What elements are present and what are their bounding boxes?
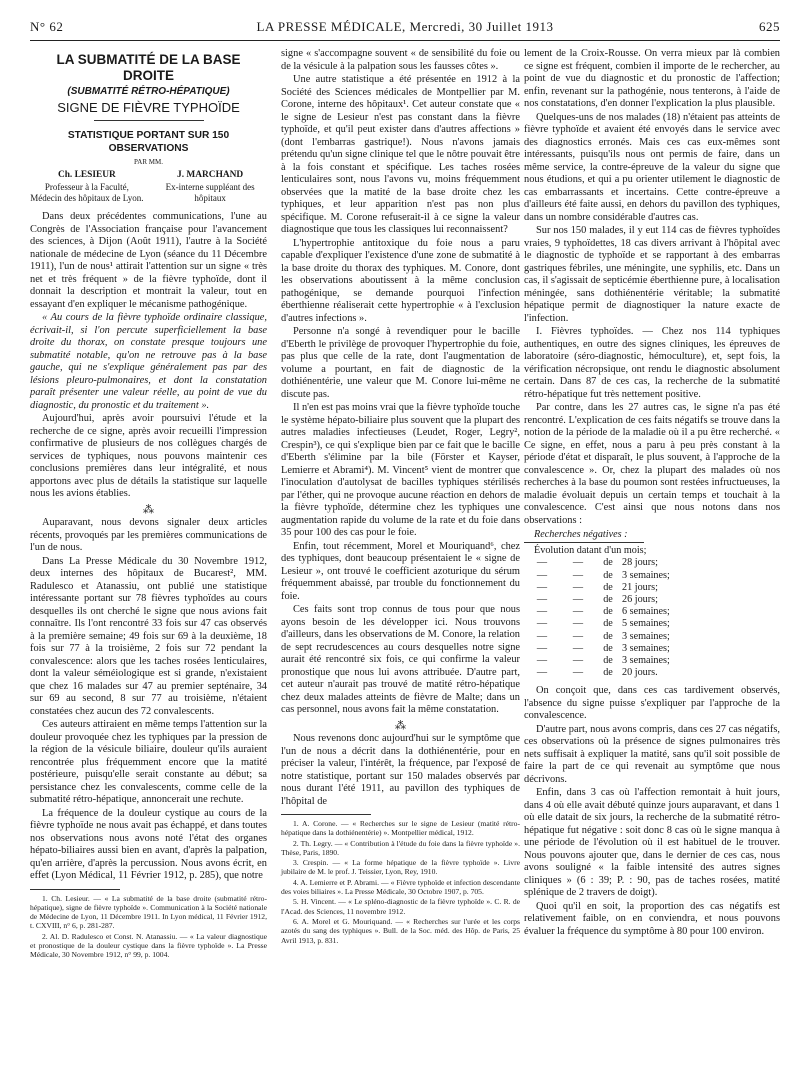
table-cell: —	[536, 667, 548, 679]
footnote: 2. Th. Legry. — « Contribution à l'étude du foie dans la fièvre typhoïde ». Thèse, Paris, 1890.	[281, 838, 520, 857]
paragraph: signe « s'accompagne souvent « de sensibilité du foie ou de la vésicule à la palpation sous les fausses côtes ».	[281, 48, 520, 72]
table-row	[524, 667, 780, 679]
author-2	[153, 170, 267, 204]
section-stars: ⁂	[143, 503, 154, 516]
table-cell: de	[603, 642, 613, 654]
table-cell: 28 jours;	[622, 557, 658, 569]
paragraph: Quelques-uns de nos malades (18) n'étaient pas atteints de fièvre typhoïde et avaient été envoyés dans le service avec des diagnostics erronés. Mais ces cas eux-mêmes sont intéressants, puisqu'ils nous ont permis de faire, dans un même service, la contre-épreuve de la valeur du signe que nous étudions, et qui a pu orienter utilement le diagnostic de cas embarrassants et incertains. Cette contre-épreuve a d'ailleurs été faite aussi, en dehors du pavillon des typhiques, dans un nombre considérable d'autres cas.	[524, 111, 780, 223]
table-row	[524, 618, 780, 630]
header-rule	[30, 40, 780, 41]
paragraph: Enfin, dans 3 cas où l'affection remontait à huit jours, dans 4 où elle avait débuté quinze jours auparavant, et dans 1 où elle datait de six jours, la recherche de la submatité rétro-hépatique fut négative : soit donc 8 cas où le signe manqua à une période de l'évolution où il est habituel de le trouver. Nous pouvons ajouter que, dans le dernier de ces cas, nous avons souligné « la faible intensité des autres signes cliniques » (6 : 39; P. : 90, pas de taches rosées, matité splénique de 2 travers de doigt).	[524, 787, 780, 899]
authors	[30, 170, 267, 204]
table-cell: —	[536, 618, 548, 630]
paragraph: Il n'en est pas moins vrai que la fièvre typhoïde touche le système hépato-biliaire plus souvent que la plupart des autres maladies infectieuses (Leudet, Roger, Legry², Crespin³), ce qui s'explique bien par ce fait que le bacille d'Eberth s'élimine par la bile (Förster et Kayser, Lemierre et Abrami⁴). M. Vincent⁵ vient de montrer que l'inoculation d'autolysat de bacilles typhiques stérilisés par l'éther, qui ne provoque aucune réaction en dehors de la fièvre typhoïde, détermine chez les typhiques une augmentation rapide du volume de la rate et du foie dans 35 pour 100 des cas pour le foie.	[281, 402, 520, 538]
table-row	[524, 631, 780, 643]
column-2	[281, 48, 520, 946]
paragraph: Quoi qu'il en soit, la proportion des cas négatifs est relativement faible, on en conviendra, et nous pouvons évaluer la fréquence du symptôme à 80 pour 100 environ.	[524, 900, 780, 937]
table-cell: 5 semaines;	[622, 618, 670, 630]
author-2-name: J. MARCHAND	[177, 169, 244, 180]
column-3	[524, 48, 780, 939]
footnote-rule	[30, 889, 120, 890]
paragraph: « Au cours de la fièvre typhoïde ordinaire classique, écrivait-il, si l'on percute superficiellement la base droite du thorax, on constate presque toujours une submatité notable, qu'on ne retrouve pas à la base gauche, qui ne s'explique généralement pas par des lésions pleuro-pulmonaires, et dont la constatation paraît présenter une valeur réelle, au point de vue du diagnostic, du pronostic et du traitement ».	[30, 312, 267, 411]
table-cell: de	[603, 557, 613, 569]
footnote: 6. A. Morel et G. Mouriquand. — « Recherches sur l'urée et les corps azotés du sang des typhiques ». Bull. de la Soc. méd. des Hôp. de Paris, 25 Avril 1913, p. 831.	[281, 916, 520, 945]
negative-results-table	[524, 529, 780, 679]
table-head: Évolution datant d'un mois;	[534, 545, 647, 557]
table-cell: 6 semaines;	[622, 606, 670, 618]
column-1	[30, 52, 267, 961]
author-1-name: Ch. LESIEUR	[57, 169, 116, 180]
table-row	[524, 606, 780, 618]
paragraph: lement de la Croix-Rousse. On verra mieux par là combien ce signe est fréquent, combien il importe de le rechercher, au point de vue du diagnostic et du pronostic de l'affection; enfin, revenant sur la pathogénie, nous tenterons, à l'aide de nos constatations, d'en donner l'explication la plus plausible.	[524, 48, 780, 109]
table-rule	[524, 542, 644, 543]
table-cell: 3 semaines;	[622, 630, 670, 642]
footnote: 5. H. Vincent. — « Le spléno-diagnostic de la fièvre typhoïde ». C. R. de l'Acad. des Sciences, 11 novembre 1912.	[281, 897, 520, 916]
paragraph: Dans La Presse Médicale du 30 Novembre 1912, deux internes des hôpitaux de Bucarest², MM. Radulesco et Atanassiu, ont publié une statistique intéressante portant sur 78 fièvres typhoïdes au cours desquelles ils ont cherché le signe que nous avions fait connaître. Ils l'ont rencontré 33 fois sur 47 cas observés à la première semaine; 49 fois sur 69 à la deuxième, 18 fois sur 77 à la troisième, 2 fois sur 72 pendant la convalescence: alors que les taches rosées lenticulaires, dont la valeur séméiologique est si grande, n'existaient que chez 16 malades sur 47 au premier septénaire, 34 sur 69 au second, 8 sur 77 au troisième, n'étaient constatées chez aucun des 72 convalescents.	[30, 555, 267, 717]
table-cell: de	[603, 630, 613, 642]
table-cell: de	[603, 667, 613, 679]
table-cell: —	[536, 606, 548, 618]
paragraph: Ces faits sont trop connus de tous pour que nous ayons besoin de les développer ici. Nous trouvons d'ailleurs, dans les observations de M. Conore, la relation de sept recrudescences au cours desquelles notre signe aurait été rencontré six fois, ce qui confirme la valeur pronostique que nous lui avons attribuée. D'autre part, cet auteur n'aurait pas trouvé de matité rétro-hépatique chez deux malades atteints de fièvre de Malte; dans un cas personnel, nous avons fait la même constatation.	[281, 604, 520, 715]
table-row	[524, 643, 780, 655]
table-cell: de	[603, 606, 613, 618]
table-cell: 26 jours;	[622, 594, 658, 606]
section-stars: ⁂	[395, 719, 406, 732]
table-cell: 21 jours;	[622, 581, 658, 593]
paragraph: I. Fièvres typhoïdes. — Chez nos 114 typhiques authentiques, en outre des signes cliniques, les épreuves de laboratoire (séro-diagnostic, hémoculture), et, sept fois, la vérification nécropsique, ont rendu le diagnostic absolument certain. Dans 87 de ces cas, la recherche de la submatité rétro-hépatique fut très nettement positive.	[524, 326, 780, 400]
table-cell: —	[572, 618, 584, 630]
author-2-desc: Ex-interne suppléant des hôpitaux	[165, 182, 255, 203]
table-cell: 3 semaines;	[622, 642, 670, 654]
paragraph: Enfin, tout récemment, Morel et Mouriquand⁶, chez des typhiques, dont beaucoup présentaient le « signe de Lesieur », ont trouvé le coefficient azoturique du sérum fréquemment abaissé, par trouble du fonctionnement du foie.	[281, 540, 520, 602]
footnote-rule	[281, 814, 371, 815]
table-cell: —	[572, 581, 584, 593]
table-title: Recherches négatives :	[534, 529, 628, 540]
table-rows	[524, 557, 780, 679]
author-1-desc: Professeur à la Faculté, Médecin des hôpitaux de Lyon.	[30, 182, 144, 203]
table-cell: —	[572, 655, 584, 667]
table-row	[524, 557, 780, 569]
table-row	[524, 582, 780, 594]
page-header	[30, 16, 780, 38]
paragraph: Par contre, dans les 27 autres cas, le signe n'a pas été rencontré. L'explication de ces faits négatifs se trouve dans la notion de la période de la maladie où il a pu être recherché. « Ce signe, en effet, nous a paru à peu près constant à la période d'état et disparaît, le plus souvent, à l'approche de la convalescence ». Or, chez la plupart des malades où nos recherches à la base du poumon sont restées infructueuses, la maladie évoluait depuis un certain temps et touchait à la convalescence. C'est ainsi que nous notons dans nos observations :	[524, 402, 780, 526]
table-row	[524, 570, 780, 582]
footnote: 2. Al. D. Radulesco et Const. N. Atanassiu. — « La valeur diagnostique et pronostique de la douleur cystique dans la fièvre typhoïde ». La Presse Médicale, 30 Novembre 1912, n° 99, p. 1004.	[30, 931, 267, 960]
article-subtitle: (SUBMATITÉ RÉTRO-HÉPATIQUE)	[67, 86, 230, 97]
statistics-heading: STATISTIQUE PORTANT SUR 150 OBSERVATIONS	[67, 130, 230, 154]
author-1	[30, 170, 144, 204]
table-cell: 3 semaines;	[622, 569, 670, 581]
paragraph: D'autre part, nous avons compris, dans ces 27 cas négatifs, ces observations où la présence de signes pulmonaires très nets suffisait à expliquer la matité, sans qu'il soit possible de faire la part de ce qui revenait au symptôme que nous décrivons.	[524, 723, 780, 785]
table-cell: —	[572, 630, 584, 642]
table-cell: 20 jours.	[622, 667, 658, 679]
table-cell: —	[536, 569, 548, 581]
paragraph: Auparavant, nous devons signaler deux articles récents, provoqués par les premières communications de l'un de nous.	[30, 517, 267, 553]
paragraph: Nous revenons donc aujourd'hui sur le symptôme que l'un de nous a décrit dans la dothiénentérie, pour en préciser la valeur, l'intérêt, la fréquence, par l'exposé de notre statistique, portant sur 150 malades observés par nous durant l'été 1911, au pavillon des typhiques de l'hôpital de	[281, 733, 520, 807]
table-cell: —	[536, 594, 548, 606]
paragraph: Personne n'a songé à revendiquer pour le bacille d'Eberth le privilège de provoquer l'hypertrophie du foie, pas plus que celle de la rate, dont l'augmentation de volume a pourtant, en fait de diagnostic de la dothiénentérie, une valeur que M. Conore lui-même ne discute pas.	[281, 326, 520, 400]
paragraph: Dans deux précédentes communications, l'une au Congrès de l'Association française pour l'avancement des sciences, à Dijon (Août 1911), l'autre à la Société nationale de médecine de Lyon (séance du 11 Décembre 1911), l'un de nous¹ attirait l'attention sur un signe « très net et très fréquent » de la fièvre typhoïde, dont il donnait la description et montrait la valeur, tout en essayant d'en expliquer le mécanisme pathogénique.	[30, 211, 267, 310]
masthead: LA PRESSE MÉDICALE, Mercredi, 30 Juillet 1913	[256, 19, 554, 34]
table-cell: —	[536, 630, 548, 642]
table-cell: —	[572, 606, 584, 618]
article-title: LA SUBMATITÉ DE LA BASE DROITE	[56, 52, 241, 83]
footnote: 1. Ch. Lesieur. — « La submatité de la base droite (submatité rétro-hépatique), signe de fièvre typhoïde ». Communication à la Société nationale de Médecine de Lyon, 11 Décembre 1911. In Lyon médical, 11 Février 1912, t. CXVIII, n° 6, p. 281-287.	[30, 893, 267, 931]
table-cell: de	[603, 655, 613, 667]
table-row	[524, 655, 780, 667]
table-cell: —	[572, 569, 584, 581]
footnote: 4. A. Lemierre et P. Abrami. — « Fièvre typhoïde et infection descendante des voies biliaires ». La Presse Médicale, 30 Octobre 1907, p. 705.	[281, 877, 520, 897]
table-cell: de	[603, 618, 613, 630]
footnote: 3. Crespin. — « La forme hépatique de la fièvre typhoïde ». Livre jubilaire de M. le prof. J. Teissier, Lyon, Rey, 1910.	[281, 858, 520, 877]
table-cell: de	[603, 594, 613, 606]
paragraph: Aujourd'hui, après avoir poursuivi l'étude et la recherche de ce signe, après avoir recueilli l'impression confirmative de plusieurs de nos collègues chargés de services de typhiques, nous pouvons maintenir ces conclusions premières dans leur intégralité, et nous apportons avec plus de détails la statistique sur laquelle nous les avions établies.	[30, 413, 267, 499]
issue-number: N° 62	[30, 19, 64, 34]
table-cell: —	[536, 655, 548, 667]
paragraph: La fréquence de la douleur cystique au cours de la fièvre typhoïde ne nous avait pas échappé, et dans toutes nos observations nous avons noté l'état des organes hépato-biliaires aussi bien en avant, d'après la palpation, qu'en arrière, d'après la percussion. Nous avons écrit, en effet (Lyon Médical, 11 Février 1912, p. 285), que notre	[30, 807, 267, 881]
table-cell: —	[536, 557, 548, 569]
table-cell: —	[572, 557, 584, 569]
table-cell: —	[536, 642, 548, 654]
paragraph: On conçoit que, dans ces cas tardivement observés, l'absence du signe puisse s'expliquer par l'approche de la convalescence.	[524, 685, 780, 722]
article-subtitle-2: SIGNE DE FIÈVRE TYPHOÏDE	[57, 100, 240, 115]
paragraph: Ces auteurs attiraient en même temps l'attention sur la douleur provoquée chez les typhiques par la pression de la région de la vésicule biliaire, douleur qu'ils auraient rencontrée plus fréquemment encore que la matité postérieure, puisqu'elle serait constante au début; sa persistance chez les convalescents, comme celle de la submatité rétro-hépatique, annoncerait une rechute.	[30, 719, 267, 805]
table-cell: —	[536, 581, 548, 593]
page-number: 625	[759, 19, 780, 34]
table-cell: de	[603, 569, 613, 581]
table-cell: —	[572, 594, 584, 606]
paragraph: Une autre statistique a été présentée en 1912 à la Société des Sciences médicales de Montpellier par M. Corone, interne des hôpitaux¹. Cet auteur constate que « le signe de Lesieur n'est pas constant dans la fièvre typhoïde, et qu'il peut exister dans d'autres affections » (dont l'embarras gastrique!). Nous n'avons jamais prétendu qu'un signe clinique tel que le nôtre pouvait être à la fois constant et spécifique. Les taches rosées lenticulaires sont, nous l'avons vu, moins fréquemment observées que la matité de la base droite chez les typhiques, et leur apparition n'est pas non plus spécifique. M. Corone refuserait-il à ce signe la valeur diagnostique que tous les classiques lui reconnaissent?	[281, 74, 520, 235]
paragraph: Sur nos 150 malades, il y eut 114 cas de fièvres typhoïdes vraies, 9 typhoïdettes, 18 cas divers arrivant à l'hôpital avec le diagnostic de typhoïde et se rapportant à des embarras gastriques fébriles, une méningite, une syphilis, etc. Dans un cas, il s'agissait de septicémie éberthienne pure, à localisation méningée, sans dothiénentérie véritable; la submatité hépatique permit de diagnostiquer la nature exacte de l'infection.	[524, 225, 780, 324]
paragraph: L'hypertrophie antitoxique du foie nous a paru capable d'expliquer l'existence d'une zone de submatité à la base droite du thorax des typhiques. M. Conore, dont les observations aboutissent à la même conclusion pathogénique, se demande pourquoi l'infection éberthienne réaliserait cette hypertrophie « à l'exclusion d'autres infections ».	[281, 237, 520, 324]
par-mm: PAR MM.	[134, 158, 163, 166]
table-cell: de	[603, 581, 613, 593]
table-cell: —	[572, 667, 584, 679]
title-divider	[94, 120, 204, 121]
table-cell: —	[572, 642, 584, 654]
table-row	[524, 594, 780, 606]
table-cell: 3 semaines;	[622, 655, 670, 667]
footnote: 1. A. Corone. — « Recherches sur le signe de Lesieur (matité rétro-hépatique dans la dothiénentérie) ». Montpellier médical, 1912.	[281, 819, 520, 838]
